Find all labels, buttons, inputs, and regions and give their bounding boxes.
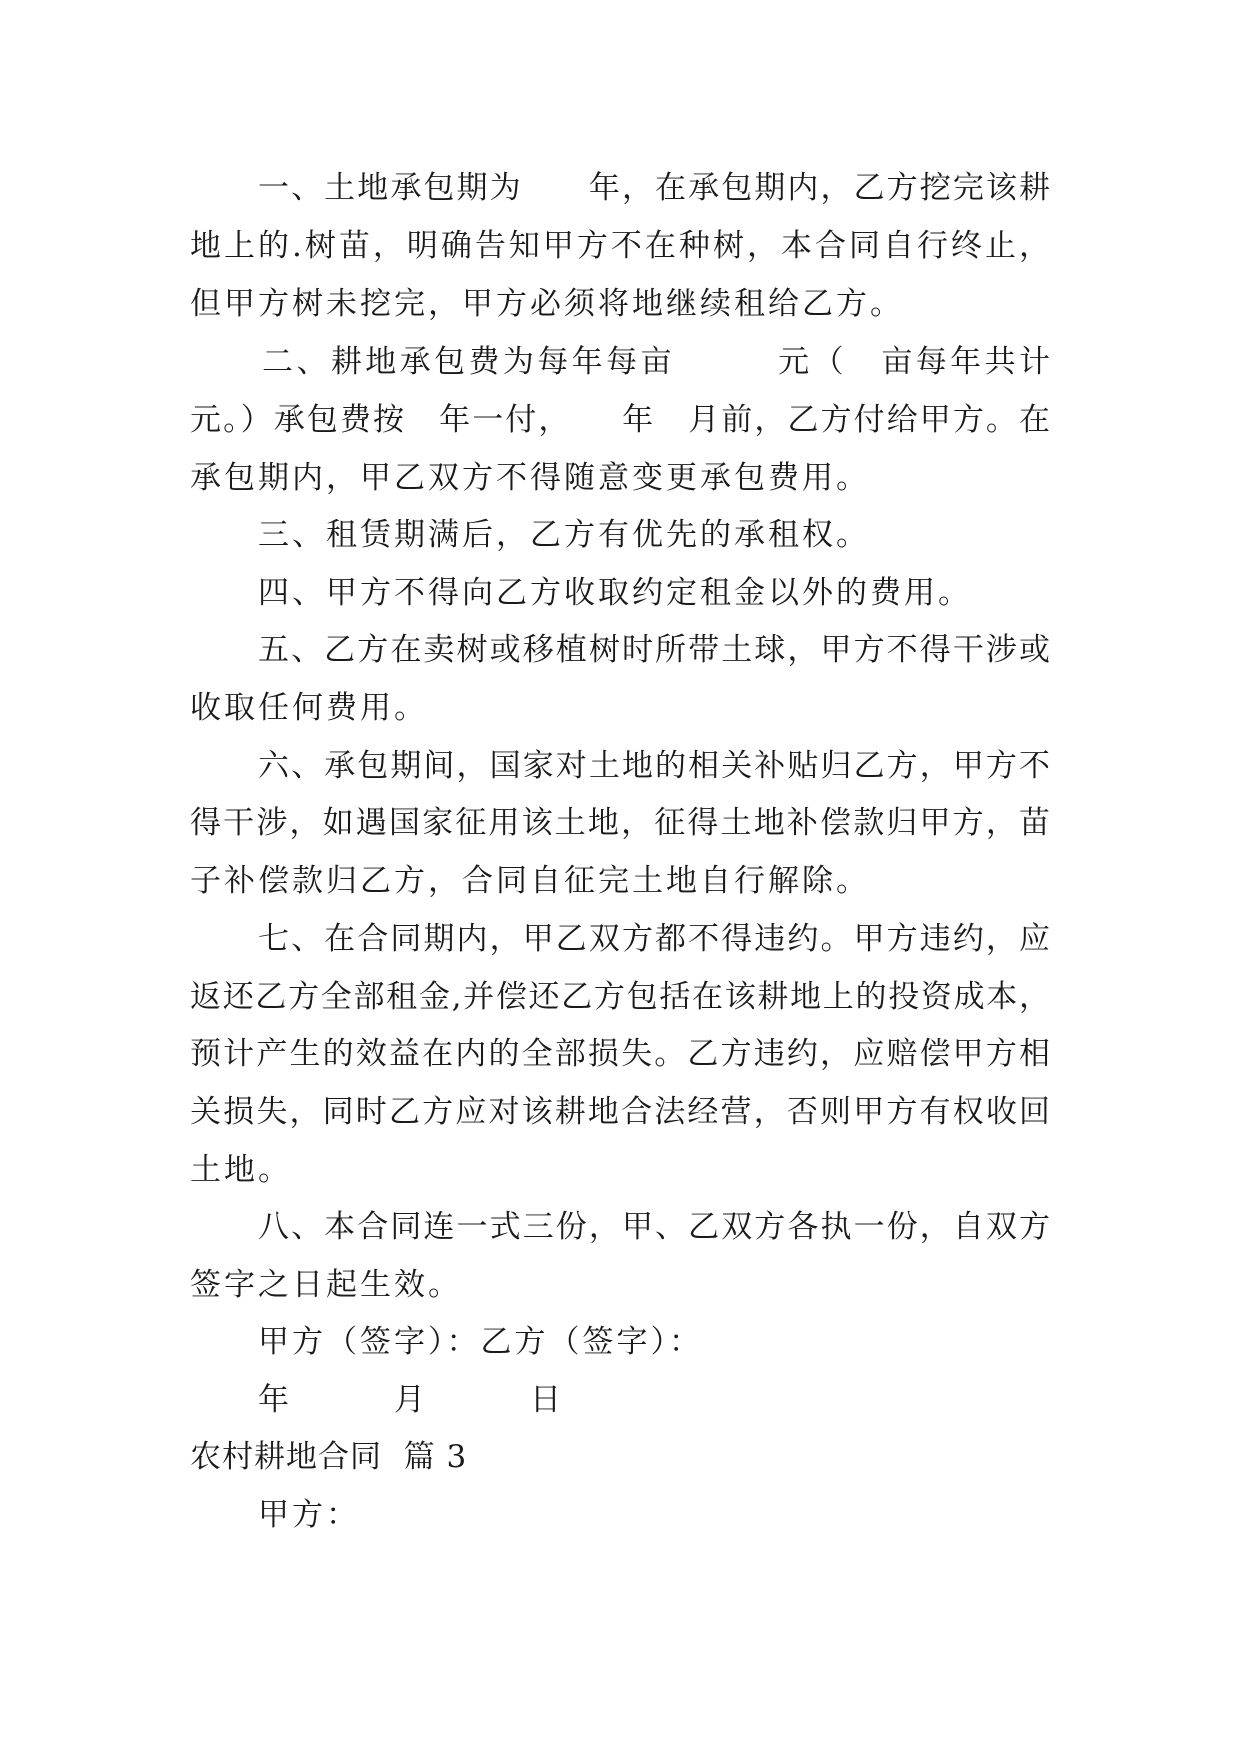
- clause-1-line-3: 但甲方树未挖完，甲方必须将地继续租给乙方。: [190, 286, 904, 322]
- party-a-label: 甲方：: [258, 1497, 360, 1533]
- clause-7-line-5: 土地。: [190, 1152, 292, 1188]
- section-heading: 农村耕地合同 篇 3: [190, 1439, 468, 1475]
- clause-7-line-4: 关损失，同时乙方应对该耕地合法经营，否则甲方有权收回: [190, 1094, 1050, 1130]
- clause-1-line-2: 地上的.树苗，明确告知甲方不在种树，本合同自行终止，: [190, 228, 1050, 264]
- clause-1-line-1: 一、土地承包期为 年，在承包期内，乙方挖完该耕: [258, 170, 1050, 206]
- clause-5-line-1: 五、乙方在卖树或移植树时所带土球，甲方不得干涉或: [258, 632, 1050, 668]
- clause-2-line-1: 二、耕地承包费为每年每亩 元（ 亩每年共计: [262, 344, 1050, 380]
- date-line: 年 月 日: [258, 1382, 564, 1418]
- clause-3: 三、租赁期满后，乙方有优先的承租权。: [258, 517, 870, 553]
- clause-6-line-2: 得干涉，如遇国家征用该土地，征得土地补偿款归甲方，苗: [190, 805, 1050, 841]
- clause-7-line-1: 七、在合同期内，甲乙双方都不得违约。甲方违约，应: [258, 921, 1050, 957]
- clause-8-line-1: 八、本合同连一式三份，甲、乙双方各执一份，自双方: [258, 1209, 1050, 1245]
- clause-8-line-2: 签字之日起生效。: [190, 1267, 462, 1303]
- clause-2-line-3: 承包期内，甲乙双方不得随意变更承包费用。: [190, 460, 870, 496]
- clause-6-line-3: 子补偿款归乙方，合同自征完土地自行解除。: [190, 863, 870, 899]
- clause-4: 四、甲方不得向乙方收取约定租金以外的费用。: [258, 575, 972, 611]
- clause-5-line-2: 收取任何费用。: [190, 690, 428, 726]
- signature-line: 甲方（签字）：乙方（签字）：: [258, 1324, 703, 1360]
- clause-2-line-2: 元。）承包费按 年一付， 年 月前，乙方付给甲方。在: [190, 402, 1050, 438]
- clause-7-line-3: 预计产生的效益在内的全部损失。乙方违约，应赔偿甲方相: [190, 1036, 1050, 1072]
- clause-6-line-1: 六、承包期间，国家对土地的相关补贴归乙方，甲方不: [258, 748, 1050, 784]
- clause-7-line-2: 返还乙方全部租金,并偿还乙方包括在该耕地上的投资成本，: [190, 979, 1050, 1015]
